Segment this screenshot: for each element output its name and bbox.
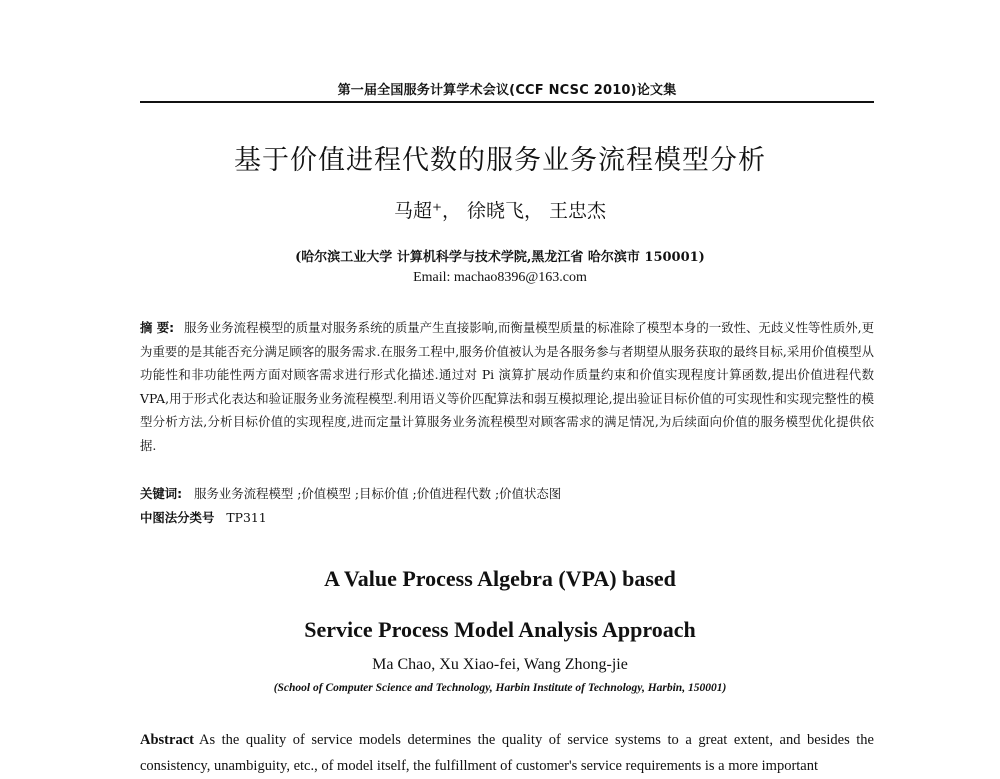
paper-title-en-line1: A Value Process Algebra (VPA) based <box>324 566 676 591</box>
keywords-label: 关键词: <box>140 486 183 501</box>
abstract-en <box>140 727 874 779</box>
abstract-en-label: Abstract <box>140 732 194 748</box>
abstract-cn-text: 服务业务流程模型的质量对服务系统的质量产生直接影响,而衡量模型质量的标准除了模型本身的一致性、无歧义性等性质外,更为重要的是其能否充分满足顾客的服务需求.在服务工程中,服务价值被认为是各服务参与者期望从服务获取的最终目标,采用价值模型从功能性和非功能性两方面对顾客需求进行形式化描述.通过对 Pi 演算扩展动作质量约束和价值实现程度计算函数,提出价值进程代数 VPA,用于形式化表达和验证服务业务流程模型.利用语义等价匹配算法和弱互模拟理论,提出验证目标价值的可实现性和实现完整性的模型分析方法,分析目标价值的实现程度,进而定量计算服务业务流程模型对顾客需求的满足情况,为后续面向价值的服务模型优化提供依据. <box>140 320 874 453</box>
keywords-text: 服务业务流程模型 ;价值模型 ;目标价值 ;价值进程代数 ;价值状态图 <box>194 486 562 501</box>
header-rule <box>140 101 874 103</box>
abstract-cn-label: 摘 要: <box>140 320 175 335</box>
keywords-cn <box>140 484 874 502</box>
classification-number <box>140 508 874 526</box>
author-email: Email: machao8396@163.com <box>413 270 587 285</box>
authors-en: Ma Chao, Xu Xiao-fei, Wang Zhong-jie <box>372 656 628 673</box>
paper-title-cn: 基于价值进程代数的服务业务流程模型分析 <box>234 145 766 176</box>
running-header: 第一届全国服务计算学术会议(CCF NCSC 2010)论文集 <box>337 83 677 98</box>
paper-title-en-line2: Service Process Model Analysis Approach <box>304 617 696 642</box>
clc-label: 中图法分类号 <box>140 510 215 525</box>
affiliation-en: (School of Computer Science and Technology, Harbin Institute of Technology, Harbin, 150001) <box>273 682 727 694</box>
authors-cn: 马超⁺， 徐晓飞， 王忠杰 <box>393 200 607 222</box>
clc-value: TP311 <box>226 510 267 525</box>
affiliation-cn: (哈尔滨工业大学 计算机科学与技术学院,黑龙江省 哈尔滨市 150001) <box>295 250 705 265</box>
abstract-en-text: As the quality of service models determines the quality of service systems to a great extent, and besides the consistency, unambiguity, etc., of model itself, the fulfillment of customer's service requirements is a more important <box>140 732 874 774</box>
abstract-cn <box>140 316 874 458</box>
